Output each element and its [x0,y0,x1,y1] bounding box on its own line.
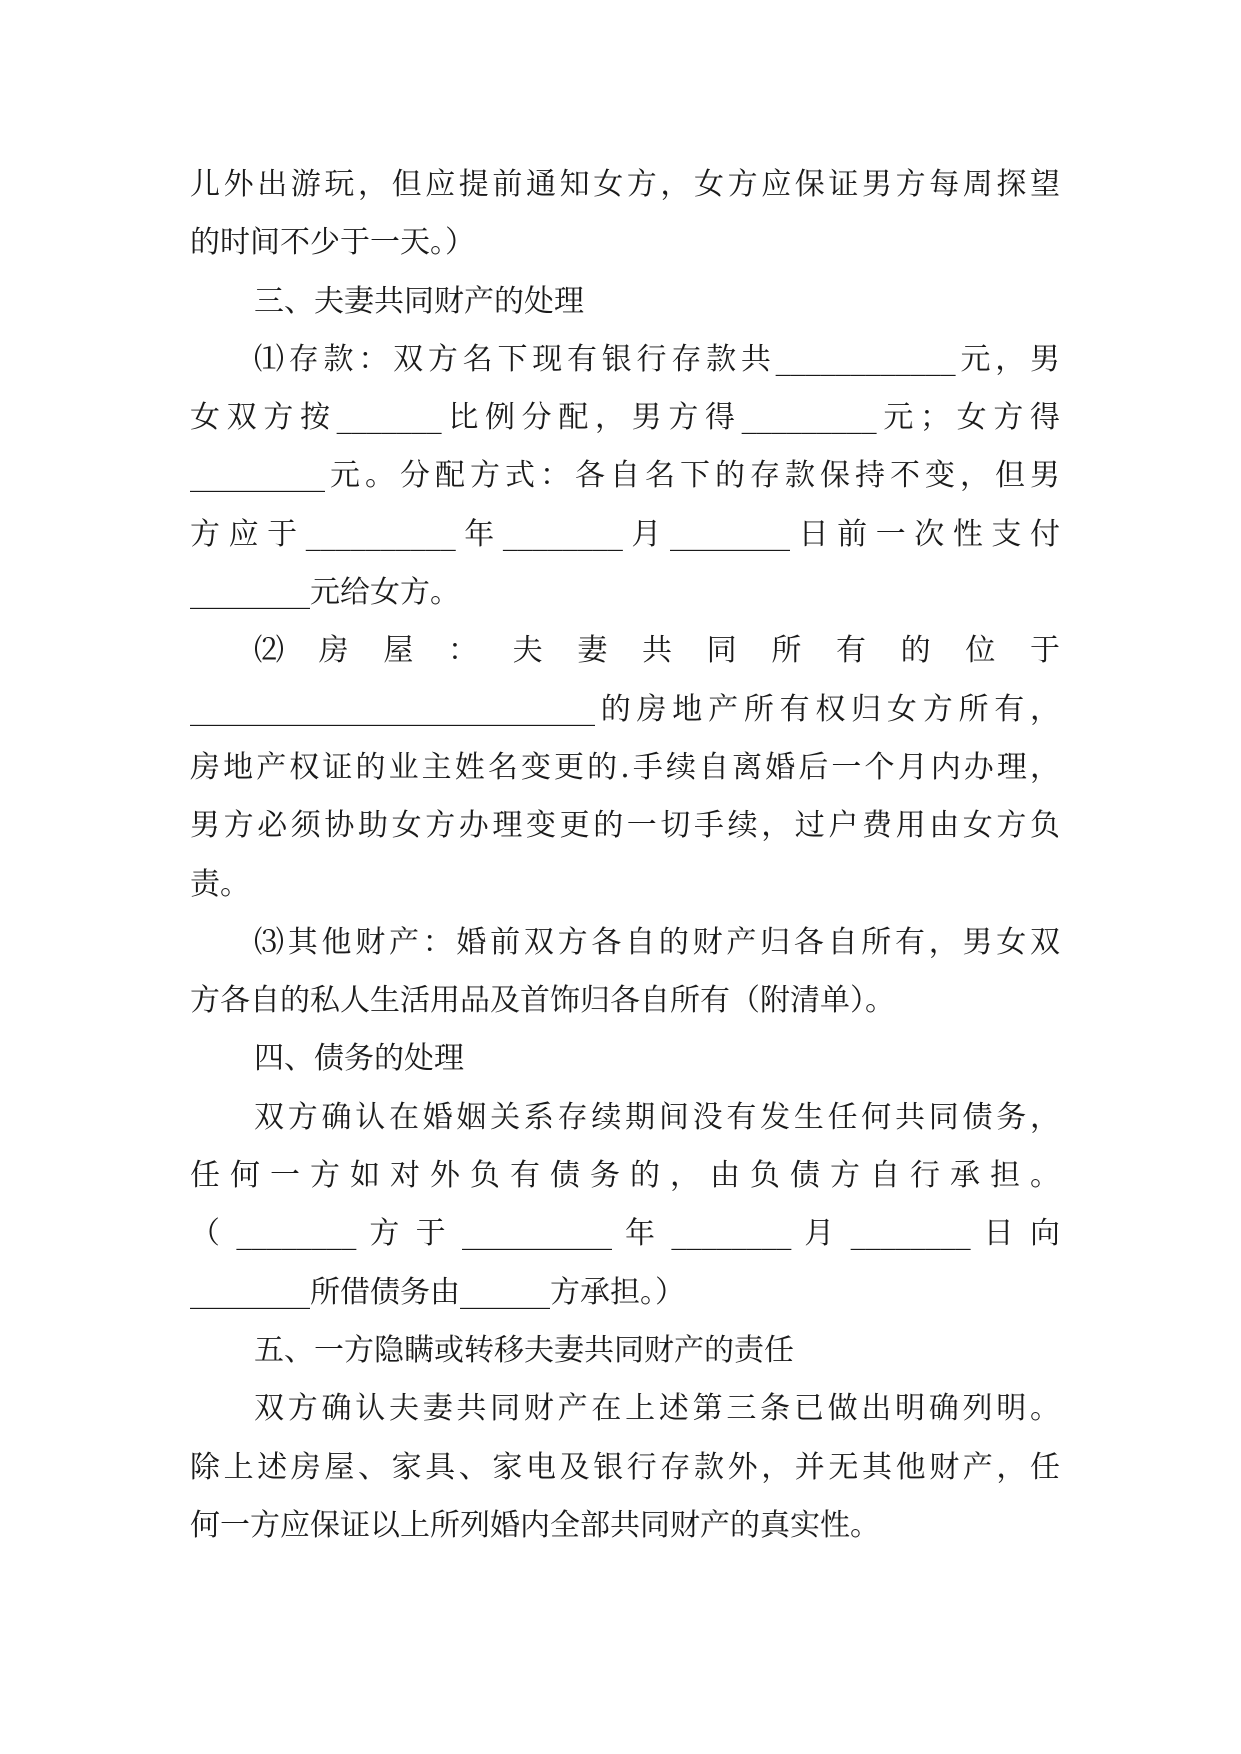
text-line: ⑴存款：双方名下现有银行存款共____________元，男 [254,341,1060,377]
text-line: （ ________ 方 于 __________ 年 ________ 月 ________ 日 向 [190,1216,1060,1252]
text-line: _________元。分配方式：各自名下的存款保持不变，但男 [190,458,1060,494]
section-heading: 五、一方隐瞒或转移夫妻共同财产的责任 [254,1332,794,1368]
text-line: 的时间不少于一天。） [190,225,475,261]
text-line: 方应于__________年________月________日前一次性支付 [190,516,1060,552]
section-heading: 四、债务的处理 [254,1041,464,1077]
text-line: 责。 [190,866,250,902]
text-line: 除上述房屋、家具、家电及银行存款外，并无其他财产，任 [190,1449,1060,1485]
text-line: 房地产权证的业主姓名变更的.手续自离婚后一个月内办理， [190,749,1060,785]
text-line: 何一方应保证以上所列婚内全部共同财产的真实性。 [190,1507,880,1543]
text-line: ________所借债务由______方承担。） [190,1274,685,1310]
text-line: 男方必须协助女方办理变更的一切手续，过户费用由女方负 [190,808,1060,844]
text-line: 任 何 一 方 如 对 外 负 有 债 务 的 ， 由 负 债 方 自 行 承 担 。 [190,1158,1060,1194]
text-line: ________元给女方。 [190,575,460,611]
text-line: ___________________________的房地产所有权归女方所有， [190,691,1060,727]
text-line: ⑶其他财产：婚前双方各自的财产归各自所有，男女双 [254,924,1060,960]
text-line: 双方确认夫妻共同财产在上述第三条已做出明确列明。 [254,1391,1060,1427]
text-line: 女双方按_______比例分配，男方得_________元；女方得 [190,400,1060,436]
text-line: ⑵ 房 屋 ： 夫 妻 共 同 所 有 的 位 于 [254,633,1060,669]
section-heading: 三、夫妻共同财产的处理 [254,283,584,319]
text-line: 双方确认在婚姻关系存续期间没有发生任何共同债务， [254,1099,1060,1135]
text-line: 儿外出游玩，但应提前通知女方，女方应保证男方每周探望 [190,167,1060,202]
document-page [190,156,1060,1555]
text-line: 方各自的私人生活用品及首饰归各自所有（附清单）。 [190,983,895,1019]
